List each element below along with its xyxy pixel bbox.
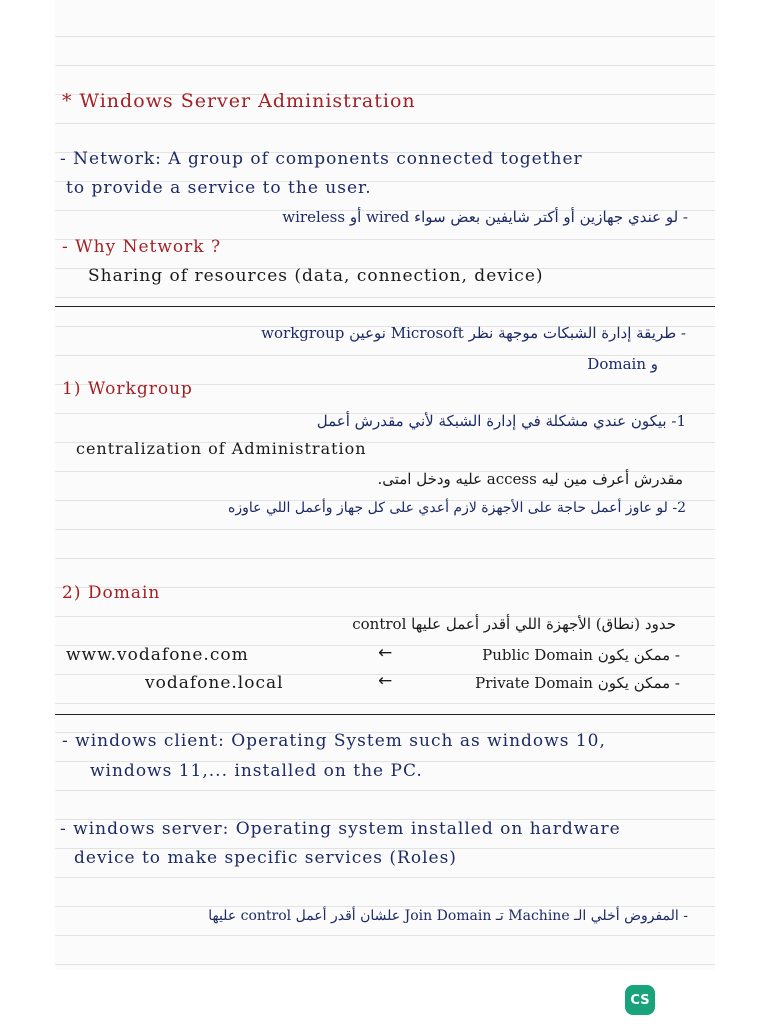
- arrow-left-icon: ←: [378, 643, 394, 663]
- workgroup-point-1-continued: مقدرش أعرف مين ليه access عليه ودخل امتى.: [377, 470, 683, 488]
- public-domain-url: www.vodafone.com: [66, 645, 249, 665]
- domain-definition: حدود (نطاق) الأجهزة اللي أقدر أعمل عليها control: [352, 615, 676, 633]
- private-domain-url: vodafone.local: [145, 673, 284, 693]
- page-title: * Windows Server Administration: [62, 90, 416, 112]
- workgroup-point-1-english: centralization of Administration: [76, 439, 367, 458]
- public-domain-label: Public Domain ممكن يكون -: [482, 646, 680, 664]
- workgroup-point-1: 1- بيكون عندي مشكلة في إدارة الشبكة لأني مقدرش أعمل: [316, 412, 686, 430]
- join-domain-note: - المفروض أخلي الـ Machine تـ Join Domain علشان أقدر أعمل control عليها: [208, 908, 688, 924]
- windows-server-line-2: device to make specific services (Roles): [74, 848, 457, 868]
- management-ways-line-1: - طريقة إدارة الشبكات موجهة نظر Microsoft نوعين workgroup: [261, 324, 686, 342]
- section-divider: [55, 306, 715, 307]
- workgroup-point-2: 2- لو عاوز أعمل حاجة على الأجهزة لازم أعدي على كل جهاز وأعمل اللي عاوزه: [228, 500, 686, 516]
- sharing-resources-text: Sharing of resources (data, connection, device): [88, 266, 544, 286]
- camscanner-logo: CS: [625, 985, 655, 1015]
- windows-client-line-2: windows 11,... installed on the PC.: [90, 761, 423, 781]
- section-divider: [55, 714, 715, 715]
- management-ways-line-2: Domain و: [587, 355, 658, 373]
- arrow-left-icon: ←: [378, 671, 394, 691]
- network-arabic-note: - لو عندي جهازين أو أكتر شايفين بعض سواء wired أو wireless: [282, 208, 688, 226]
- private-domain-label: Private Domain ممكن يكون -: [475, 674, 680, 692]
- domain-heading: 2) Domain: [62, 583, 161, 603]
- network-definition-line-1: - Network: A group of components connected together: [60, 149, 583, 169]
- network-definition-line-2: to provide a service to the user.: [66, 178, 372, 198]
- why-network-heading: - Why Network ?: [62, 237, 222, 257]
- workgroup-heading: 1) Workgroup: [62, 379, 193, 399]
- windows-client-line-1: - windows client: Operating System such as windows 10,: [62, 731, 606, 751]
- windows-server-line-1: - windows server: Operating system installed on hardware: [60, 819, 621, 839]
